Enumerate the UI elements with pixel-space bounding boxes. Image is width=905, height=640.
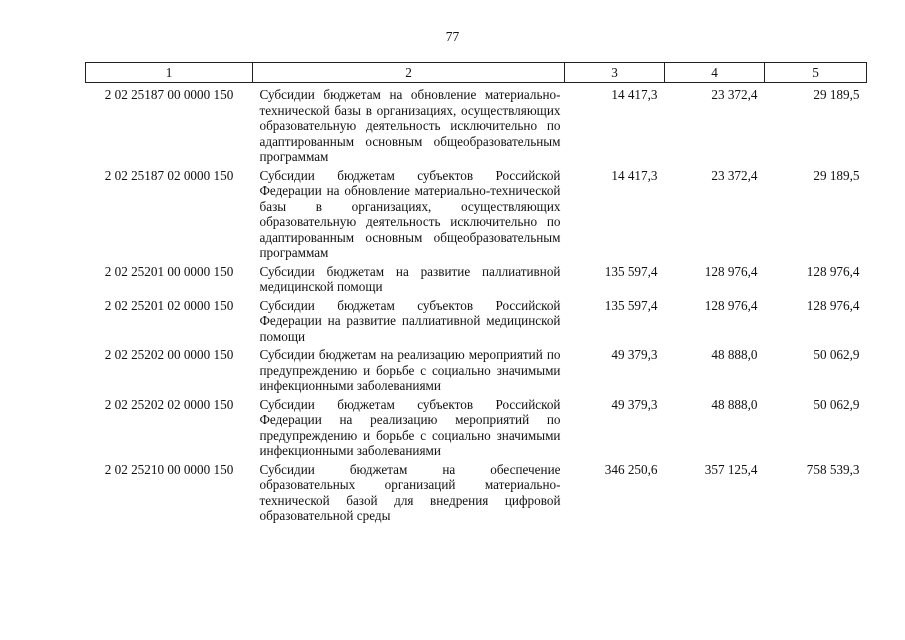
budget-code: 2 02 25202 02 0000 150	[104, 396, 234, 412]
description: Субсидии бюджетам субъектов Российской Федерации на реализацию мероприятий по предупреждению и борьбе с социально значимыми инфекционными заболеваниями	[259, 396, 561, 458]
value-col-5: 29 189,5	[813, 87, 860, 102]
header-col-4: 4	[665, 63, 765, 83]
value-col-4: 128 976,4	[704, 297, 758, 313]
table-row	[86, 264, 867, 298]
value-col-5: 50 062,9	[813, 347, 860, 362]
value-col-4: 48 888,0	[711, 347, 758, 362]
value-col-4: 48 888,0	[711, 396, 758, 412]
budget-code: 2 02 25201 02 0000 150	[104, 297, 234, 313]
value-col-3: 135 597,4	[604, 263, 658, 279]
description: Субсидии бюджетам на реализацию мероприятий по предупреждению и борьбе с социально значимыми инфекционными заболеваниями	[259, 347, 561, 393]
budget-code: 2 02 25187 02 0000 150	[104, 167, 234, 183]
table-row	[86, 462, 867, 527]
table-row	[86, 168, 867, 264]
header-col-5: 5	[765, 63, 867, 83]
budget-code: 2 02 25201 00 0000 150	[104, 263, 234, 279]
budget-code: 2 02 25187 00 0000 150	[104, 87, 234, 102]
description: Субсидии бюджетам на обеспечение образовательных организаций материально-технической базой для внедрения цифровой образовательной среды	[259, 461, 561, 523]
value-col-5: 758 539,3	[806, 461, 860, 477]
table-row	[86, 397, 867, 462]
description: Субсидии бюджетам субъектов Российской Федерации на обновление материально-технической базы в организациях, осуществляющих образовательную деятельность исключительно по адаптированным основным общеобразовательным программам	[259, 167, 561, 260]
budget-code: 2 02 25202 00 0000 150	[104, 347, 234, 362]
value-col-3: 346 250,6	[604, 461, 658, 477]
description: Субсидии бюджетам субъектов Российской Федерации на развитие паллиативной медицинской помощи	[259, 297, 561, 344]
value-col-3: 49 379,3	[611, 396, 658, 412]
description: Субсидии бюджетам на обновление материально-технической базы в организациях, осуществляющих образовательную деятельность исключительно по адаптированным основным общеобразовательным программам	[259, 87, 561, 164]
header-col-1: 1	[86, 63, 253, 83]
value-col-5: 29 189,5	[813, 167, 860, 183]
header-col-3: 3	[565, 63, 665, 83]
value-col-4: 23 372,4	[711, 87, 758, 102]
value-col-5: 128 976,4	[806, 263, 860, 279]
table-row	[86, 347, 867, 397]
table-row	[86, 83, 867, 168]
value-col-4: 23 372,4	[711, 167, 758, 183]
page-number: 77	[445, 29, 460, 44]
value-col-3: 14 417,3	[611, 167, 658, 183]
table-header	[86, 63, 867, 83]
value-col-5: 128 976,4	[806, 297, 860, 313]
budget-code: 2 02 25210 00 0000 150	[104, 461, 234, 477]
budget-table	[85, 62, 867, 527]
header-row	[86, 63, 867, 83]
value-col-4: 128 976,4	[704, 263, 758, 279]
value-col-4: 357 125,4	[704, 461, 758, 477]
value-col-3: 14 417,3	[611, 87, 658, 102]
description: Субсидии бюджетам на развитие паллиативной медицинской помощи	[259, 263, 561, 294]
value-col-3: 135 597,4	[604, 297, 658, 313]
value-col-3: 49 379,3	[611, 347, 658, 362]
value-col-5: 50 062,9	[813, 396, 860, 412]
table-row	[86, 298, 867, 348]
table-body	[86, 83, 867, 527]
header-col-2: 2	[253, 63, 565, 83]
